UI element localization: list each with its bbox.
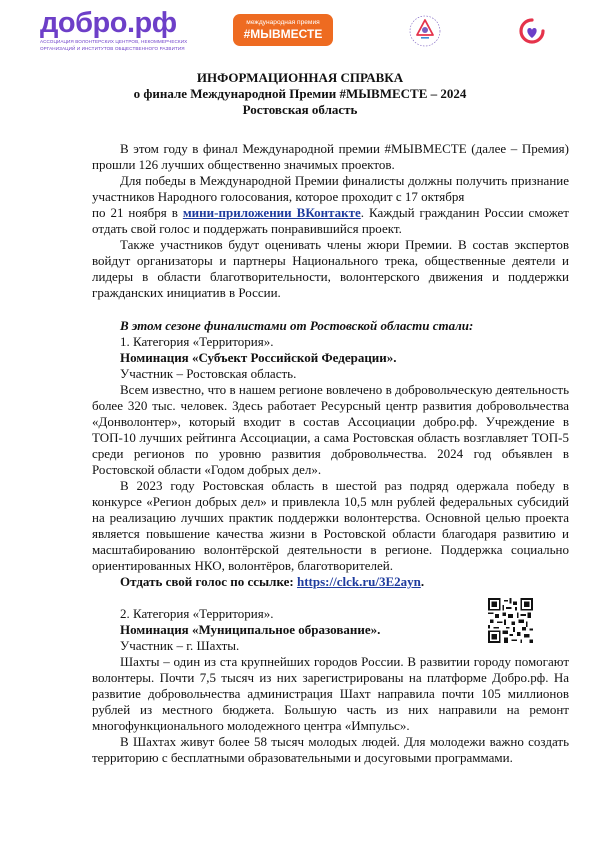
qr-code-icon[interactable] — [488, 598, 533, 643]
finalist-2-category: 2. Категория «Территория». — [120, 606, 274, 621]
dobrye-dela-emblem-icon — [407, 13, 443, 49]
finalist-2-participant: Участник – г. Шахты. — [120, 638, 240, 653]
finalist-1-nomination: Номинация «Субъект Российской Федерации». — [120, 350, 397, 365]
intro-paragraph-3: Также участников будут оценивать члены жюри Премии. В состав экспертов войдут организаторы и партнеры Национального трека, общественные деятели и лидеры в области благотворительности, волонтерского движения и поддержки гражданских инициатив в России. — [92, 237, 569, 300]
document-title — [0, 70, 600, 118]
vote-link[interactable]: https://clck.ru/3E2ayn — [296, 574, 421, 589]
title-line-3: Ростовская область — [242, 102, 358, 117]
finalist-2-nomination: Номинация «Муниципальное образование». — [120, 622, 381, 637]
finalist-2-paragraph-2: В Шахтах живут более 58 тысяч молодых людей. Для молодежи важно создать территорию с бесплатными образовательными и досуговыми программами. — [92, 734, 569, 765]
award-logo-caption: международная премия — [246, 19, 320, 26]
intro-section — [92, 141, 569, 301]
dobro-rf-logo-text: добро.рф — [40, 7, 177, 39]
vote-label: Отдать свой голос по ссылке: — [120, 574, 297, 589]
dobro-rf-logo — [40, 8, 190, 58]
intro-paragraph-2b — [92, 205, 569, 237]
heart-circle-logo-icon — [516, 15, 548, 47]
intro-paragraph-2a: Для победы в Международной Премии финалисты должны получить признание участников Народного голосования, которое проходит с 17 октября — [92, 173, 569, 204]
intro-paragraph-2c-text: . Каждый гражданин России сможет отдать свой голос и поддержать понравившийся проект. — [92, 205, 569, 236]
dobro-rf-logo-subtitle-1: АССОЦИАЦИЯ ВОЛОНТЕРСКИХ ЦЕНТРОВ, НЕКОММЕРЧЕСКИХ — [40, 39, 188, 44]
vote-end: . — [420, 574, 425, 589]
title-line-1: ИНФОРМАЦИОННАЯ СПРАВКА — [196, 70, 404, 85]
title-line-2: о финале Международной Премии #МЫВМЕСТЕ – 2024 — [133, 86, 467, 101]
dobro-rf-logo-subtitle-2: ОРГАНИЗАЦИЙ И ИНСТИТУТОВ ОБЩЕСТВЕННОГО РАЗВИТИЯ — [40, 45, 185, 51]
intro-paragraph-1: В этом году в финал Международной премии #МЫВМЕСТЕ (далее – Премия) прошли 126 лучших общественно значимых проектов. — [92, 141, 569, 172]
finalists-heading: В этом сезоне финалистами от Ростовской области стали: — [120, 318, 474, 333]
finalist-1-category: 1. Категория «Территория». — [120, 334, 274, 349]
finalists-section — [92, 318, 569, 590]
finalist-1-paragraph-1: Всем известно, что в нашем регионе вовлечено в добровольческую деятельность более 320 тыс. человек. Здесь работает Ресурсный центр развития добровольчества «Донволонтер», который входит в состав Ассоциации добро.рф. Учреждение в ТОП-10 лучших рейтинга Ассоциации, а сама Ростовская область возглавляет ТОП-5 среди регионов по уровню развития добровольчества. 2024 год объявлен в Ростовской области «Годом добрых дел». — [92, 382, 569, 477]
finalist-1-participant: Участник – Ростовская область. — [120, 366, 297, 381]
header-logos — [0, 0, 600, 62]
intro-paragraph-2b-text: по 21 ноября в — [92, 205, 183, 220]
award-logo-hashtag: #МЫВМЕСТЕ — [243, 27, 323, 41]
finalist-1-vote — [92, 574, 569, 590]
finalist-2-paragraph-1: Шахты – один из ста крупнейших городов России. В развитии городу помогают волонтеры. Почти 7,5 тысяч из них зарегистрированы на платформе Добро.рф. На развитие добровольчества администрация Шахт направила почти 105 миллионов рублей из местного бюджета. Большую часть из них направили на ремонт многофункционального молодежного центра «Импульс». — [92, 654, 569, 733]
finalist-1-paragraph-2: В 2023 году Ростовская область в шестой раз подряд одержала победу в конкурсе «Регион добрых дел» и привлекла 10,5 млн рублей федеральных субсидий на реализацию лучших практик поддержки волонтерства. Основной целью проекта является повышение качества жизни в Ростовской области благодаря развитию и масштабированию волонтёрской деятельности в регионе. Поддержка социально ориентированных НКО, волонтёров, благотворителей. — [92, 478, 569, 573]
vk-mini-app-link[interactable]: мини-приложении ВКонтакте — [182, 205, 361, 220]
my-vmeste-award-logo — [233, 14, 333, 46]
